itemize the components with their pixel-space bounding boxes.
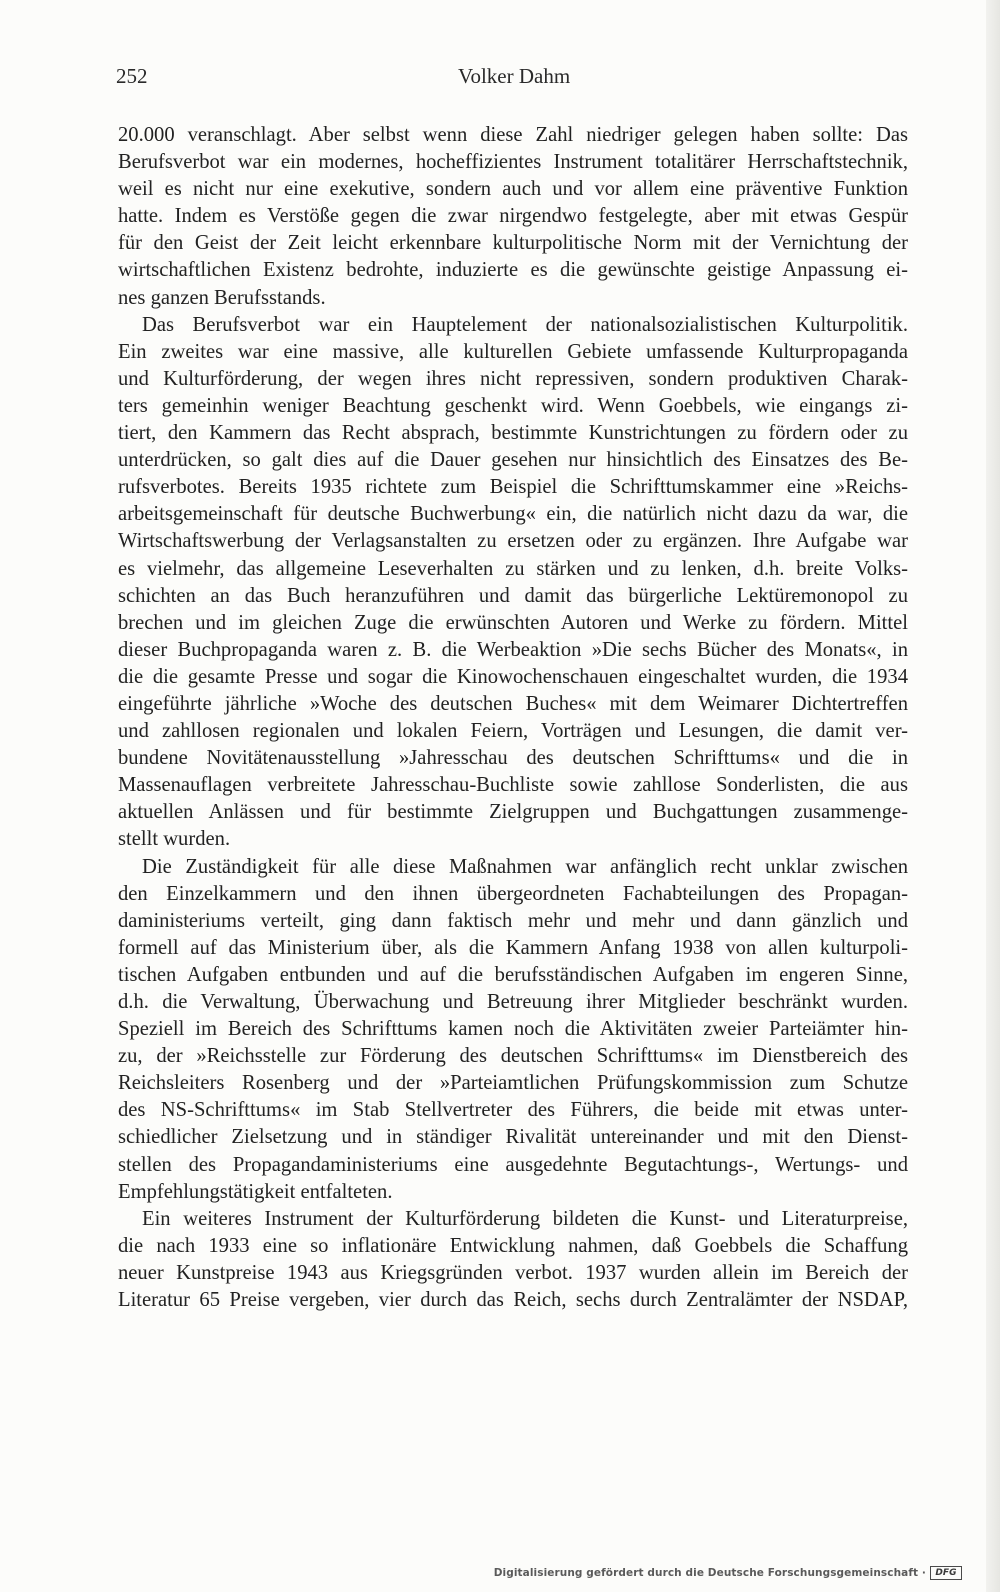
dfg-logo: DFG [930,1566,962,1580]
footer-credit: Digitalisierung gefördert durch die Deutsche Forschungsgemeinschaft · [493,1567,926,1579]
text-line: rufsverbotes. Bereits 1935 richtete zum Beispiel die Schrifttumskammer eine »Reichs- [118,476,908,499]
text-line: ters gemeinhin weniger Beachtung geschenkt wird. Wenn Goebbels, wie eingangs zi- [118,394,908,417]
text-line: aktuellen Anlässen und für bestimmte Zielgruppen und Buchgattungen zusammenge- [118,801,908,824]
body-text [118,122,908,1314]
text-line: den Einzelkammern und den ihnen übergeordneten Fachabteilungen des Propagan- [118,882,908,905]
page-edge [986,0,1000,1592]
text-line: Berufsverbot war ein modernes, hocheffizientes Instrument totalitärer Herrschaftstechnik, [118,151,908,174]
text-line: eingeführte jährliche »Woche des deutschen Buches« mit dem Weimarer Dichtertreffen [118,692,908,715]
text-line: stellt wurden. [118,828,231,851]
text-line: Ein zweites war eine massive, alle kulturellen Gebiete umfassende Kulturpropaganda [118,340,908,363]
text-line: es vielmehr, das allgemeine Leseverhalten zu stärken und zu lenken, d.h. breite Volks- [118,557,908,580]
page-number: 252 [116,64,148,88]
text-line: nes ganzen Berufsstands. [118,286,326,309]
paragraph [118,854,908,1206]
text-line: d.h. die Verwaltung, Überwachung und Betreuung ihrer Mitglieder beschränkt wurden. [118,991,908,1013]
text-line: Wirtschaftswerbung der Verlagsanstalten zu ersetzen oder zu ergänzen. Ihre Aufgabe war [118,530,908,553]
text-line: die die gesamte Presse und sogar die Kinowochenschauen eingeschaltet wurden, die 1934 [118,665,908,688]
text-line: stellen des Propagandaministeriums eine ausgedehnte Begutachtungs-, Wertungs- und [118,1153,908,1176]
text-line: daministeriums verteilt, ging dann faktisch mehr und mehr und dann gänzlich und [118,909,908,932]
text-line: Reichsleiters Rosenberg und der »Parteiamtlichen Prüfungskommission zum Schutze [118,1072,908,1095]
text-line: bundene Novitätenausstellung »Jahresschau des deutschen Schrifttums« und die in [118,747,908,770]
paragraph [118,122,908,312]
text-line: brechen und im gleichen Zuge die erwünschten Autoren und Werke zu fördern. Mittel [118,611,908,634]
text-line: weil es nicht nur eine exekutive, sondern auch und vor allem eine präventive Funktion [118,178,908,201]
running-head [116,64,910,94]
running-title: Volker Dahm [458,64,571,88]
digitization-footer [494,1566,962,1580]
text-line: neuer Kunstpreise 1943 aus Kriegsgründen verbot. 1937 wurden allein im Bereich der [118,1261,908,1284]
text-line: Das Berufsverbot war ein Hauptelement der nationalsozialistischen Kulturpolitik. [142,313,908,336]
text-line: Massenauflagen verbreitete Jahresschau-Buchliste sowie zahllose Sonderlisten, die aus [118,774,908,797]
text-line: schiedlicher Zielsetzung und in ständiger Rivalität untereinander und mit den Dienst- [118,1126,908,1149]
text-line: tiert, den Kammern das Recht absprach, bestimmte Kunstrichtungen zu fördern oder zu [118,422,908,445]
text-line: des NS-Schrifttums« im Stab Stellvertreter des Führers, die beide mit etwas unter- [118,1099,908,1122]
text-line: 20.000 veranschlagt. Aber selbst wenn diese Zahl niedriger gelegen haben sollte: Das [118,124,908,146]
text-line: die nach 1933 eine so inflationäre Entwicklung nahmen, daß Goebbels die Schaffung [118,1234,908,1257]
text-line: formell auf das Ministerium über, als die Kammern Anfang 1938 von allen kulturpoli- [118,936,908,959]
text-line: unterdrücken, so galt dies auf die Dauer gesehen nur hinsichtlich des Einsatzes des Be- [118,449,908,472]
text-line: wirtschaftlichen Existenz bedrohte, induzierte es die gewünschte geistige Anpassung ei- [118,259,908,282]
text-line: tischen Aufgaben entbunden und auf die berufsständischen Aufgaben im engeren Sinne, [118,963,908,986]
text-line: Ein weiteres Instrument der Kulturförderung bildeten die Kunst- und Literaturpreise, [142,1207,908,1230]
text-line: schichten an das Buch heranzuführen und damit das bürgerliche Lektüremonopol zu [118,584,908,607]
text-line: arbeitsgemeinschaft für deutsche Buchwerbung« ein, die natürlich nicht dazu da war, die [118,503,908,526]
text-line: hatte. Indem es Verstöße gegen die zwar nirgendwo festgelegte, aber mit etwas Gespür [118,205,908,228]
text-line: Literatur 65 Preise vergeben, vier durch das Reich, sechs durch Zentralämter der NSDAP, [118,1289,908,1312]
paragraph [118,1206,908,1314]
text-line: und zahllosen regionalen und lokalen Feiern, Vorträgen und Lesungen, die damit ver- [118,720,908,743]
text-line: dieser Buchpropaganda waren z. B. die Werbeaktion »Die sechs Bücher des Monats«, in [118,638,908,661]
text-line: und Kulturförderung, der wegen ihres nicht repressiven, sondern produktiven Charak- [118,367,908,390]
text-line: Empfehlungstätigkeit entfalteten. [118,1180,393,1203]
text-line: für den Geist der Zeit leicht erkennbare kulturpolitische Norm mit der Vernichtung der [118,232,908,255]
paragraph [118,312,908,854]
text-line: Die Zuständigkeit für alle diese Maßnahmen war anfänglich recht unklar zwischen [142,855,908,878]
text-line: zu, der »Reichsstelle zur Förderung des deutschen Schrifttums« im Dienstbereich des [118,1045,908,1068]
text-line: Speziell im Bereich des Schrifttums kamen noch die Aktivitäten zweier Parteiämter hin- [118,1018,908,1041]
